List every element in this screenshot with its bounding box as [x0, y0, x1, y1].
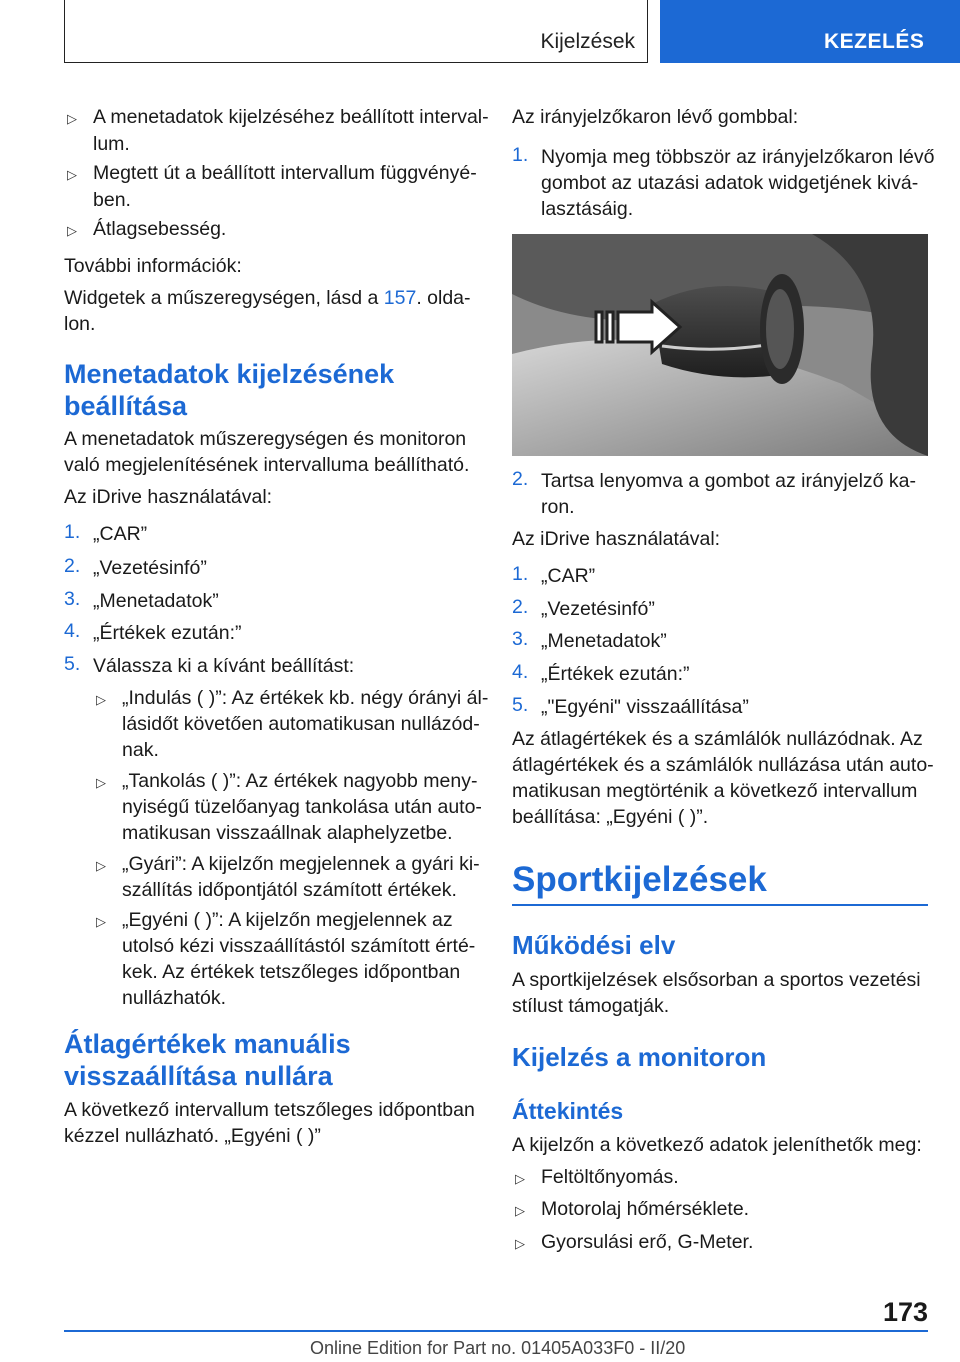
paragraph: A kijelzőn a következő adatok jeleníthetők meg:	[512, 1134, 922, 1156]
paragraph: matikusan megtörténik a következő intervallum	[512, 780, 918, 802]
idrive-label: Az iDrive használatával:	[64, 486, 273, 508]
bullet-icon: ▷	[515, 1171, 525, 1186]
sub-bullet-text: lásidőt követően automatikusan nullázód-	[122, 713, 480, 735]
step-number: 5.	[512, 694, 529, 716]
chapter-title: KEZELÉS	[824, 30, 925, 53]
paragraph: A sportkijelzések elsősorban a sportos vezetési	[512, 969, 921, 991]
step-text: „Menetadatok”	[93, 590, 219, 612]
idrive-label: Az iDrive használatával:	[512, 528, 721, 550]
bullet-text: Feltöltőnyomás.	[541, 1166, 679, 1188]
step-text: „CAR”	[541, 565, 596, 587]
step-text: „"Egyéni" visszaállítása”	[541, 696, 749, 718]
step-number: 3.	[64, 588, 81, 610]
sub-bullet-text: „Indulás ( )”: Az értékek kb. négy órányi ál-	[122, 687, 489, 709]
bullet-text: A menetadatok kijelzéséhez beállított interval-	[93, 106, 489, 128]
bullet-text: lum.	[93, 133, 130, 155]
bullet-icon: ▷	[67, 111, 77, 126]
bullet-icon: ▷	[96, 692, 106, 707]
step-text: „Értékek ezután:”	[541, 663, 690, 685]
sub-bullet-text: nyiségű tüzelőanyag tankolása után auto-	[122, 796, 482, 818]
step-number: 4.	[512, 661, 529, 683]
heading-overview: Áttekintés	[512, 1098, 624, 1124]
sub-bullet-text: utolsó kézi visszaállítástól számított érté-	[122, 935, 476, 957]
sub-bullet-text: szállítás időpontjától számított értékek.	[122, 879, 457, 901]
page-link[interactable]: 157	[383, 287, 417, 309]
step-text: „Menetadatok”	[541, 630, 667, 652]
step-text: Válassza ki a kívánt beállítást:	[93, 655, 355, 677]
sub-bullet-text: „Tankolás ( )”: Az értékek nagyobb meny-	[122, 770, 478, 792]
step-text: Nyomja meg többször az irányjelzőkaron lévő	[541, 146, 935, 168]
more-info-label: További információk:	[64, 255, 242, 277]
heading-manual-reset-cont: visszaállítása nullára	[64, 1061, 333, 1091]
step-text: gombot az utazási adatok widgetjének kivá-	[541, 172, 919, 194]
sub-bullet-text: kek. Az értékek tetszőleges időpontban	[122, 961, 461, 983]
heading-principle: Működési elv	[512, 930, 676, 960]
header-box	[64, 0, 648, 63]
lever-intro: Az irányjelzőkaron lévő gombbal:	[512, 106, 799, 128]
sub-bullet-text: „Gyári”: A kijelzőn megjelennek a gyári ki-	[122, 853, 480, 875]
lever-illustration	[512, 234, 928, 456]
paragraph: kézzel nullázható. „Egyéni ( )”	[64, 1125, 321, 1147]
bullet-text: ben.	[93, 189, 131, 211]
page-title: Sportkijelzések	[512, 860, 767, 899]
bullet-icon: ▷	[67, 167, 77, 182]
step-text: „CAR”	[93, 523, 148, 545]
step-text: „Vezetésinfó”	[93, 557, 207, 579]
bullet-text: Motorolaj hőmérséklete.	[541, 1198, 750, 1220]
chapter-tab	[660, 0, 960, 63]
sub-bullet-text: nullázhatók.	[122, 987, 227, 1009]
bullet-icon: ▷	[515, 1203, 525, 1218]
paragraph: való megjelenítésének intervalluma beállítható.	[64, 454, 470, 476]
footer-rule	[64, 1330, 928, 1332]
paragraph: beállítása: „Egyéni ( )”.	[512, 806, 709, 828]
bullet-icon: ▷	[96, 775, 106, 790]
step-number: 3.	[512, 628, 529, 650]
step-text: Tartsa lenyomva a gombot az irányjelző ka-	[541, 470, 917, 492]
bullet-icon: ▷	[96, 914, 106, 929]
step-number: 1.	[64, 521, 81, 543]
step-number: 1.	[512, 144, 529, 166]
step-text: „Vezetésinfó”	[541, 598, 655, 620]
step-number: 2.	[64, 555, 81, 577]
bullet-icon: ▷	[96, 858, 106, 873]
step-text: „Értékek ezután:”	[93, 622, 242, 644]
section-title: Kijelzések	[540, 30, 635, 53]
bullet-icon: ▷	[67, 223, 77, 238]
step-text: lasztásáig.	[541, 198, 634, 220]
step-number: 2.	[512, 596, 529, 618]
bullet-text: Megtett út a beállított intervallum függvényé-	[93, 162, 477, 184]
step-number: 2.	[512, 468, 529, 490]
sub-bullet-text: „Egyéni ( )”: A kijelzőn megjelennek az	[122, 909, 453, 931]
step-number: 5.	[64, 653, 81, 675]
paragraph: A menetadatok műszeregységen és monitoron	[64, 428, 467, 450]
title-rule	[512, 904, 928, 906]
paragraph: Az átlagértékek és a számlálók nullázódnak. Az	[512, 728, 923, 750]
heading-trip-settings-cont: beállítása	[64, 391, 188, 421]
bullet-icon: ▷	[515, 1236, 525, 1251]
bullet-text: Átlagsebesség.	[93, 218, 227, 240]
step-number: 1.	[512, 563, 529, 585]
paragraph: átlagértékek és a számlálók nullázása után auto-	[512, 754, 934, 776]
heading-trip-settings: Menetadatok kijelzésének	[64, 359, 395, 389]
step-number: 4.	[64, 620, 81, 642]
turn-signal-lever-photo	[512, 234, 928, 456]
step-text: ron.	[541, 496, 575, 518]
bullet-text: Gyorsulási erő, G-Meter.	[541, 1231, 754, 1253]
paragraph: stílust támogatják.	[512, 995, 670, 1017]
page-number: 173	[882, 1297, 928, 1327]
sub-bullet-text: nak.	[122, 739, 159, 761]
widgets-reference: Widgetek a műszeregységen, lásd a 157. olda-	[64, 287, 471, 309]
heading-monitor-display: Kijelzés a monitoron	[512, 1042, 767, 1072]
paragraph: A következő intervallum tetszőleges időpontban	[64, 1099, 475, 1121]
widgets-reference-cont: lon.	[64, 313, 96, 335]
heading-manual-reset: Átlagértékek manuális	[64, 1029, 351, 1059]
edition-text: Online Edition for Part no. 01405A033F0 - II/20	[310, 1338, 686, 1358]
sub-bullet-text: matikusan visszaállnak alaphelyzetbe.	[122, 822, 453, 844]
